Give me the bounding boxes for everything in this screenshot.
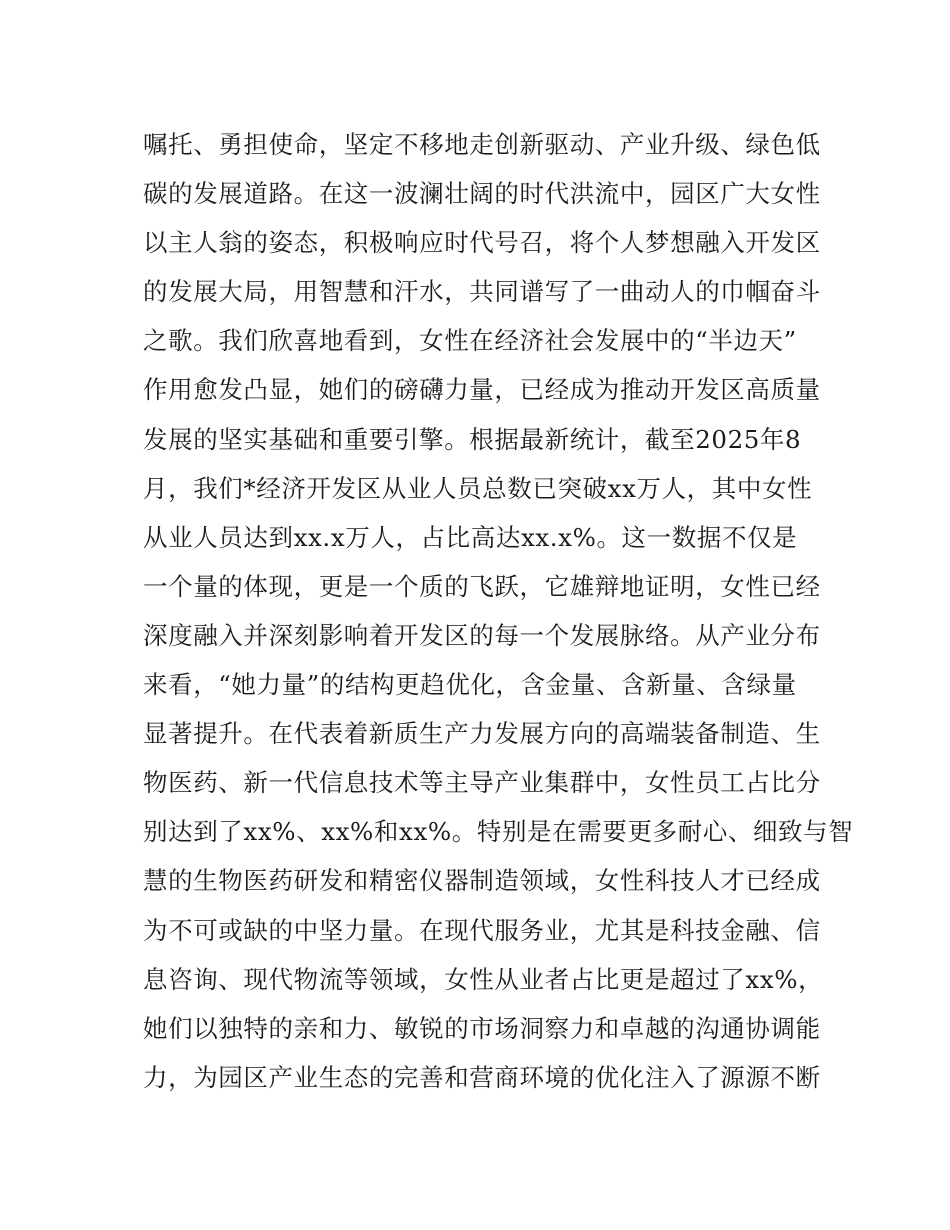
text-line: 力，为园区产业生态的完善和营商环境的优化注入了源源不断 <box>143 1062 821 1092</box>
text-line: 一个量的体现，更是一个质的飞跃，它雄辩地证明，女性已经 <box>143 571 821 601</box>
text-line: 息咨询、现代物流等领域，女性从业者占比更是超过了xx%， <box>143 964 824 994</box>
text-line: 显著提升。在代表着新质生产力发展方向的高端装备制造、生 <box>143 719 821 749</box>
body-paragraph <box>143 120 854 1102</box>
text-line: 慧的生物医药研发和精密仪器制造领域，女性科技人才已经成 <box>143 866 821 896</box>
text-line: 物医药、新一代信息技术等主导产业集群中，女性员工占比分 <box>143 768 821 798</box>
text-line: 来看，“她力量”的结构更趋优化，含金量、含新量、含绿量 <box>143 670 797 700</box>
text-line: 以主人翁的姿态，积极响应时代号召，将个人梦想融入开发区 <box>143 228 821 258</box>
text-line: 别达到了xx%、xx%和xx%。特别是在需要更多耐心、细致与智 <box>143 817 854 847</box>
text-line: 之歌。我们欣喜地看到，女性在经济社会发展中的“半边天” <box>143 326 797 356</box>
text-line: 从业人员达到xx.x万人，占比高达xx.x%。这一数据不仅是 <box>143 522 798 552</box>
text-line: 嘱托、勇担使命，坚定不移地走创新驱动、产业升级、绿色低 <box>143 130 821 159</box>
text-line: 的发展大局，用智慧和汗水，共同谱写了一曲动人的巾帼奋斗 <box>143 277 821 307</box>
text-line: 发展的坚实基础和重要引擎。根据最新统计，截至2025年8 <box>143 424 802 454</box>
text-line: 月，我们*经济开发区从业人员总数已突破xx万人，其中女性 <box>143 473 813 503</box>
text-line: 深度融入并深刻影响着开发区的每一个发展脉络。从产业分布 <box>143 620 821 650</box>
text-line: 碳的发展道路。在这一波澜壮阔的时代洪流中，园区广大女性 <box>143 179 821 209</box>
text-line: 作用愈发凸显，她们的磅礴力量，已经成为推动开发区高质量 <box>143 375 821 405</box>
text-line: 她们以独特的亲和力、敏锐的市场洞察力和卓越的沟通协调能 <box>143 1013 821 1043</box>
text-line: 为不可或缺的中坚力量。在现代服务业，尤其是科技金融、信 <box>143 915 821 945</box>
